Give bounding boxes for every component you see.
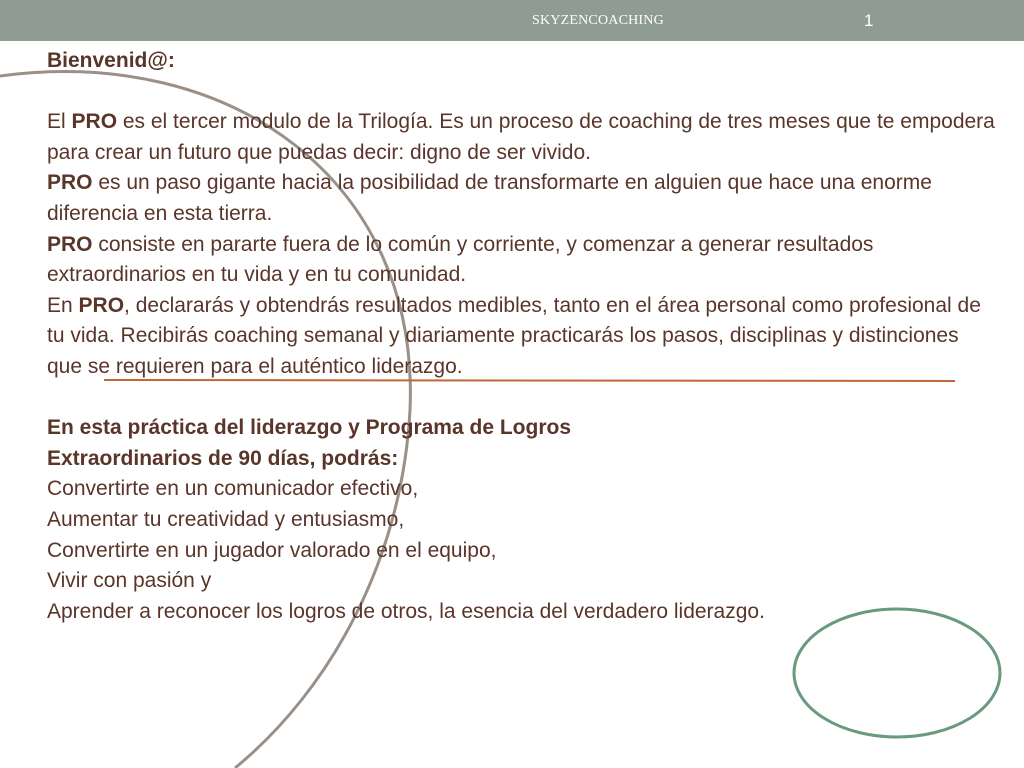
slide-content [47, 46, 997, 627]
list-item: Vivir con pasión y [47, 569, 212, 593]
section-heading: En esta práctica del liderazgo y Programa de Logros [47, 416, 571, 440]
list-item: Aumentar tu creatividad y entusiasmo, [47, 507, 405, 531]
header-bar [0, 0, 1024, 41]
spacer [47, 383, 997, 414]
list-item: Convertirte en un comunicador efectivo, [47, 477, 419, 501]
spacer [47, 77, 997, 108]
header-title: SKYZENCOACHING [532, 13, 664, 28]
list-item: Convertirte en un jugador valorado en el equipo, [47, 538, 497, 562]
paragraph-2: PRO es un paso gigante hacia la posibilidad de transformarte en alguien que hace una enorme diferencia en esta tierra. [47, 171, 932, 225]
list-item: Aprender a reconocer los logros de otros, la esencia del verdadero liderazgo. [47, 599, 765, 623]
paragraph-3: PRO consiste en pararte fuera de lo común y corriente, y comenzar a generar resultados extraordinarios en tu vida y en tu comunidad. [47, 232, 874, 287]
greeting: Bienvenid@: [47, 49, 175, 72]
decorative-circle [794, 609, 1000, 737]
paragraph-4: En PRO, declararás y obtendrás resultados medibles, tanto en el área personal como profesional de tu vida. Recibirás coaching semanal y diariamente practicarás los pasos, disciplinas y distinciones que se requieren para el auténtico liderazgo. [47, 293, 981, 378]
paragraph-1: El PRO es el tercer modulo de la Trilogía. Es un proceso de coaching de tres meses que te empodera para crear un futuro que puedas decir: digno de ser vivido. [47, 110, 995, 164]
section-heading-cont: Extraordinarios de 90 días, podrás: [47, 446, 399, 470]
page-number: 1 [864, 11, 874, 30]
